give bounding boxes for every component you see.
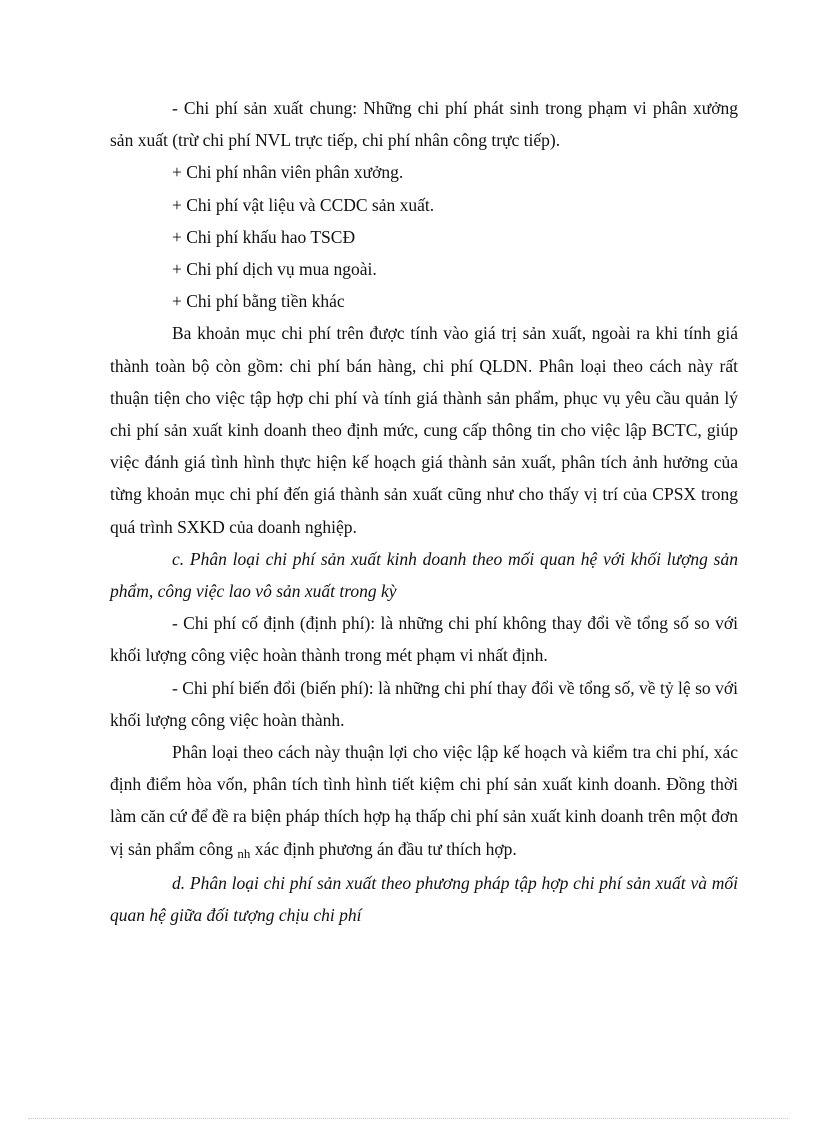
list-item-workshop-staff-cost: + Chi phí nhân viên phân xưởng. <box>172 162 404 183</box>
list-item-materials-tools-cost: + Chi phí vật liệu và CCDC sản xuất. <box>172 194 435 215</box>
list-item-other-cash-cost: + Chi phí bằng tiền khác <box>172 291 345 312</box>
heading-c-classification: c. Phân loại chi phí sản xuất kinh doanh theo mối quan hệ với khối lượng sản phẩm, công việc lao vô sản xuất trong kỳ <box>110 548 738 602</box>
list-item-depreciation-cost: + Chi phí khấu hao TSCĐ <box>172 226 356 247</box>
paragraph-general-production-cost: - Chi phí sản xuất chung: Những chi phí phát sinh trong phạm vi phân xưởng sản xuất (trừ chi phí NVL trực tiếp, chi phí nhân công trực tiếp). <box>110 98 738 151</box>
list-item-outsourced-services-cost: + Chi phí dịch vụ mua ngoài. <box>172 259 377 280</box>
paragraph-classification-benefits <box>110 736 738 867</box>
document-body <box>110 92 738 931</box>
page-bottom-divider <box>28 1118 788 1119</box>
paragraph-variable-cost: - Chi phí biến đổi (biến phí): là những chi phí thay đổi về tổng số, về tỷ lệ so với khối lượng công việc hoàn thành. <box>110 677 738 730</box>
inline-small-text: nh <box>237 845 251 861</box>
paragraph-classification-benefits-part2: xác định phương án đầu tư thích hợp. <box>250 838 517 859</box>
paragraph-three-cost-items: Ba khoản mục chi phí trên được tính vào giá trị sản xuất, ngoài ra khi tính giá thành toàn bộ còn gồm: chi phí bán hàng, chi phí QLDN. Phân loại theo cách này rất thuận tiện cho việc tập hợp chi phí và tính giá thành sản phẩm, phục vụ yêu cầu quản lý chi phí sản xuất kinh doanh theo định mức, cung cấp thông tin cho việc lập BCTC, giúp việc đánh giá tình hình thực hiện kế hoạch giá thành sản xuất, phân tích ảnh hưởng của từng khoản mục chi phí đến giá thành sản xuất cũng như cho thấy vị trí của CPSX trong quá trình SXKD của doanh nghiệp. <box>110 323 738 537</box>
paragraph-fixed-cost: - Chi phí cố định (định phí): là những chi phí không thay đổi về tổng số so với khối lượng công việc hoàn thành trong mét phạm vi nhất định. <box>110 613 738 666</box>
heading-d-classification: d. Phân loại chi phí sản xuất theo phương pháp tập hợp chi phí sản xuất và mối quan hệ giữa đối tượng chịu chi phí <box>110 872 738 926</box>
paragraph-classification-benefits-part1: Phân loại theo cách này thuận lợi cho việc lập kế hoạch và kiểm tra chi phí, xác định điểm hòa vốn, phân tích tình hình tiết kiệm chi phí sản xuất kinh doanh. Đồng thời làm căn cứ để đề ra biện pháp thích hợp hạ thấp chi phí sản xuất kinh doanh trên một đơn vị sản phẩm công <box>110 742 738 859</box>
